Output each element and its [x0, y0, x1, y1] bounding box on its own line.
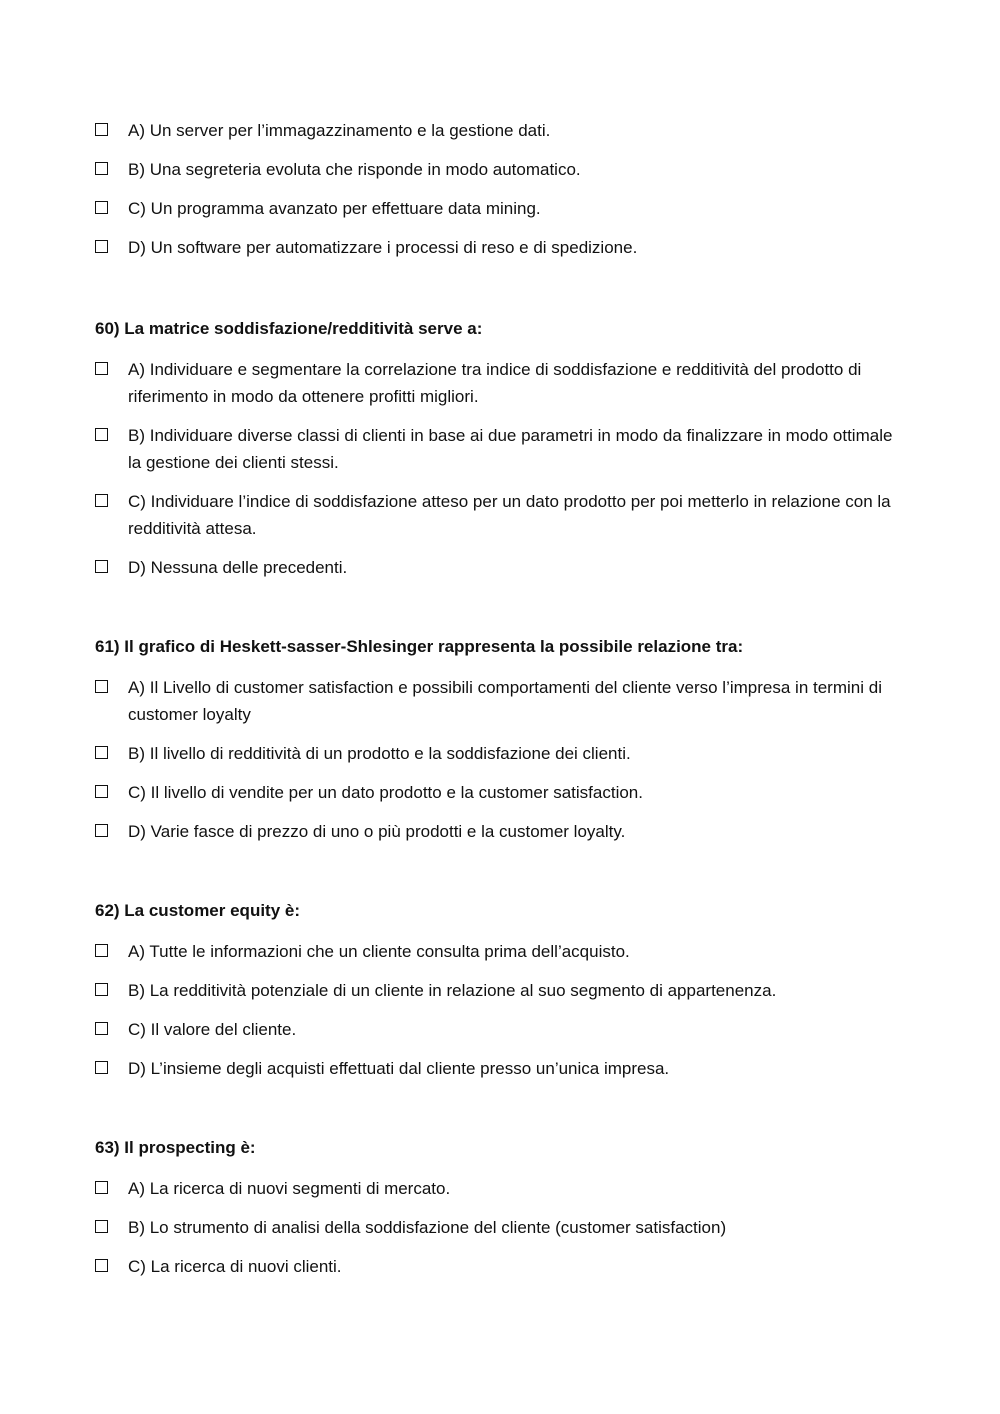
option-text: B) Individuare diverse classi di clienti in base ai due parametri in modo da finalizzare in modo ottimale la gestione dei clienti stessi. [128, 426, 893, 472]
checkbox[interactable] [95, 494, 108, 507]
option-text: C) Il valore del cliente. [128, 1020, 297, 1039]
option-text: A) Tutte le informazioni che un cliente consulta prima dell’acquisto. [128, 942, 630, 961]
checkbox[interactable] [95, 944, 108, 957]
checkbox[interactable] [95, 162, 108, 175]
answer-option [95, 780, 905, 806]
option-text: B) Il livello di redditività di un prodotto e la soddisfazione dei clienti. [128, 744, 631, 763]
answer-option [95, 157, 905, 183]
option-text: D) Nessuna delle precedenti. [128, 558, 348, 577]
answer-option [95, 489, 905, 542]
checkbox[interactable] [95, 785, 108, 798]
answer-option [95, 423, 905, 476]
option-text: B) Una segreteria evoluta che risponde in modo automatico. [128, 160, 581, 179]
checkbox[interactable] [95, 362, 108, 375]
option-text: B) La redditività potenziale di un cliente in relazione al suo segmento di appartenenza. [128, 981, 777, 1000]
option-text: A) Un server per l’immagazzinamento e la gestione dati. [128, 121, 551, 140]
checkbox[interactable] [95, 123, 108, 136]
answer-option [95, 819, 905, 845]
answer-option [95, 196, 905, 222]
question-title: 63) Il prospecting è: [95, 1138, 256, 1157]
answer-option [95, 118, 905, 144]
answer-option [95, 939, 905, 965]
answer-option [95, 1056, 905, 1082]
answer-option [95, 978, 905, 1004]
checkbox[interactable] [95, 240, 108, 253]
answer-option [95, 357, 905, 410]
answer-option [95, 235, 905, 261]
checkbox[interactable] [95, 560, 108, 573]
answer-option [95, 555, 905, 581]
option-text: C) La ricerca di nuovi clienti. [128, 1257, 342, 1276]
checkbox[interactable] [95, 1061, 108, 1074]
answer-option [95, 741, 905, 767]
checkbox[interactable] [95, 1022, 108, 1035]
checkbox[interactable] [95, 746, 108, 759]
option-text: B) Lo strumento di analisi della soddisfazione del cliente (customer satisfaction) [128, 1218, 727, 1237]
answer-option [95, 1176, 905, 1202]
option-text: C) Individuare l’indice di soddisfazione atteso per un dato prodotto per poi metterlo in relazione con la redditività attesa. [128, 492, 891, 538]
question-block-61 [95, 636, 905, 858]
checkbox[interactable] [95, 201, 108, 214]
checkbox[interactable] [95, 680, 108, 693]
option-text: C) Un programma avanzato per effettuare data mining. [128, 199, 541, 218]
answer-option [95, 1215, 905, 1241]
checkbox[interactable] [95, 1181, 108, 1194]
question-block-60 [95, 318, 905, 594]
question-title: 60) La matrice soddisfazione/redditività serve a: [95, 319, 483, 338]
option-text: D) Un software per automatizzare i processi di reso e di spedizione. [128, 238, 638, 257]
option-text: A) Il Livello di customer satisfaction e possibili comportamenti del cliente verso l’impresa in termini di customer loyalty [128, 678, 882, 724]
checkbox[interactable] [95, 428, 108, 441]
answer-option [95, 1254, 905, 1280]
question-title: 62) La customer equity è: [95, 901, 301, 920]
option-text: C) Il livello di vendite per un dato prodotto e la customer satisfaction. [128, 783, 643, 802]
checkbox[interactable] [95, 824, 108, 837]
question-block-62 [95, 900, 905, 1095]
option-text: D) Varie fasce di prezzo di uno o più prodotti e la customer loyalty. [128, 822, 626, 841]
question-block-63 [95, 1137, 905, 1293]
question-title: 61) Il grafico di Heskett-sasser-Shlesinger rappresenta la possibile relazione tra: [95, 637, 744, 656]
option-text: A) La ricerca di nuovi segmenti di mercato. [128, 1179, 451, 1198]
answer-option [95, 675, 905, 728]
checkbox[interactable] [95, 1220, 108, 1233]
question-block-59-continuation [95, 118, 905, 274]
checkbox[interactable] [95, 983, 108, 996]
option-text: D) L’insieme degli acquisti effettuati dal cliente presso un’unica impresa. [128, 1059, 670, 1078]
answer-option [95, 1017, 905, 1043]
option-text: A) Individuare e segmentare la correlazione tra indice di soddisfazione e redditività del prodotto di riferimento in modo da ottenere profitti migliori. [128, 360, 862, 406]
checkbox[interactable] [95, 1259, 108, 1272]
